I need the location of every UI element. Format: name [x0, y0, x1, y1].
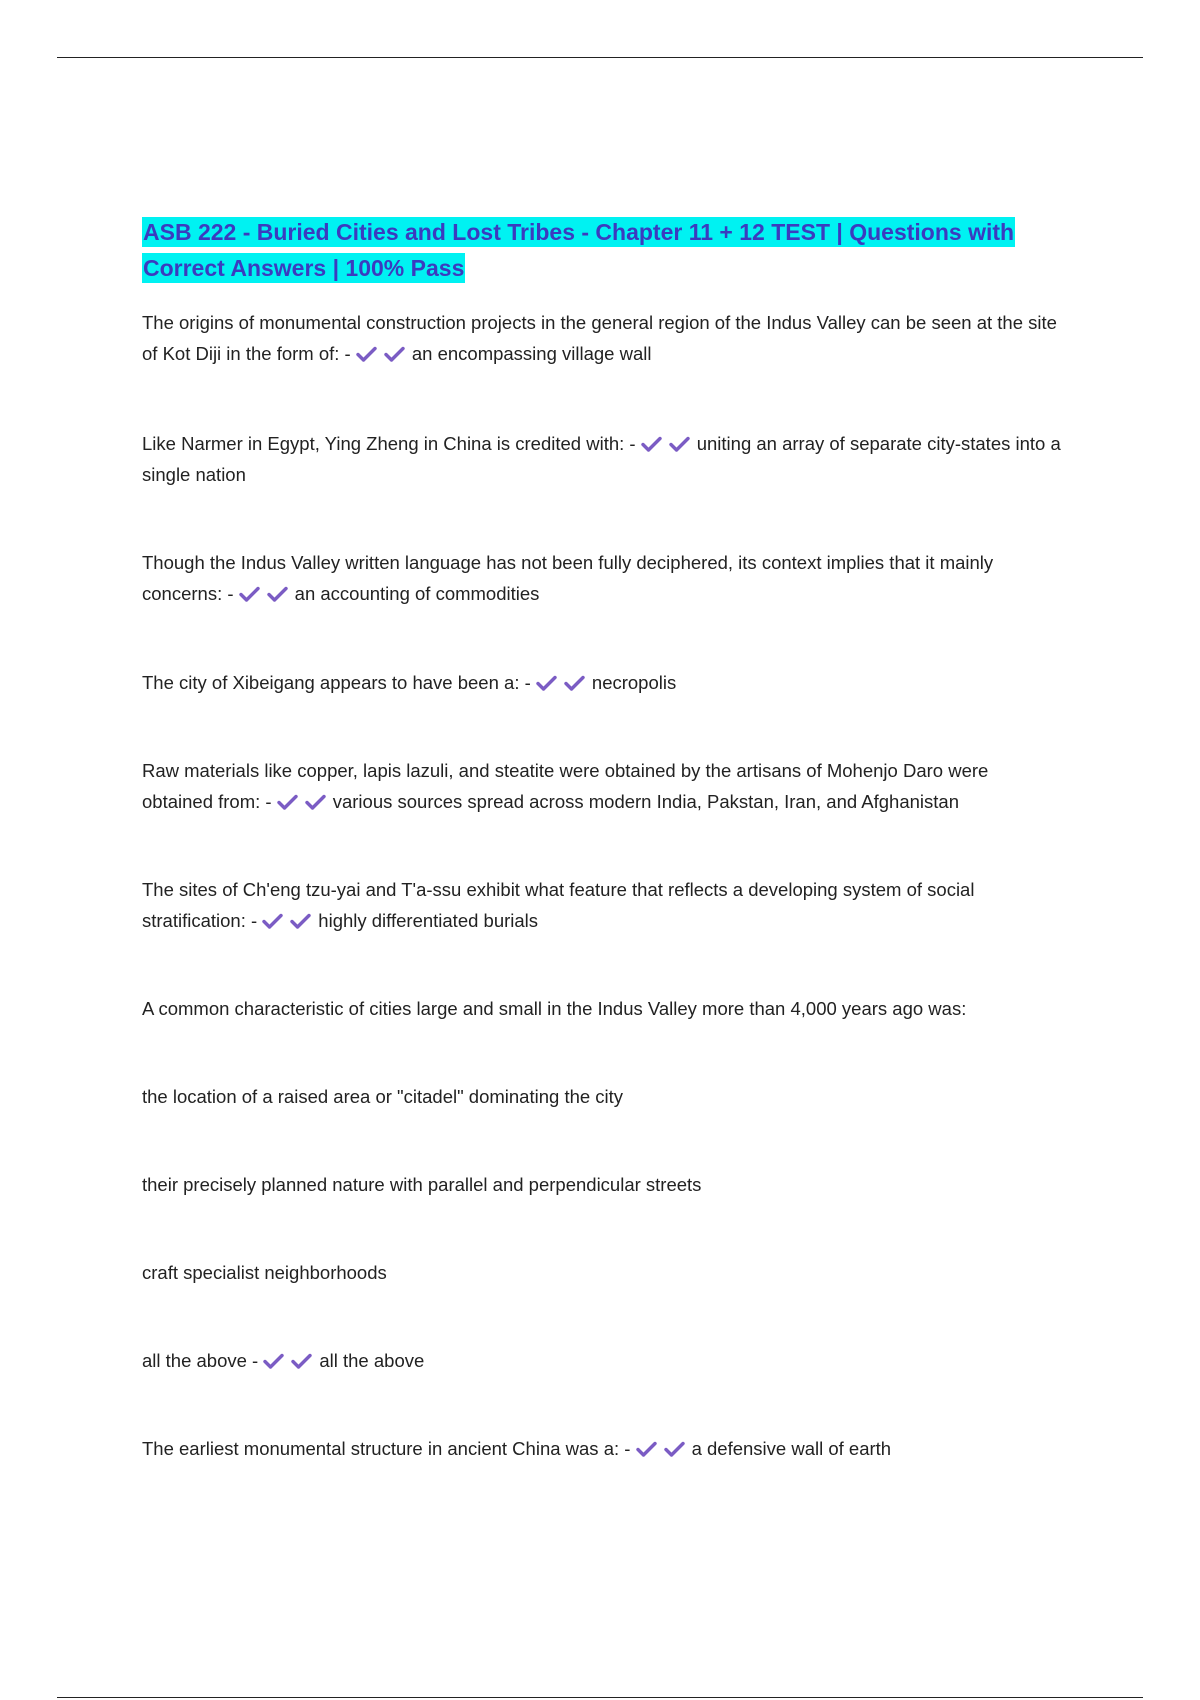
qa-item	[142, 307, 1062, 369]
check-marks	[636, 1438, 692, 1459]
question-text: The earliest monumental structure in ancient China was a: -	[142, 1438, 631, 1459]
paragraph-text: craft specialist neighborhoods	[142, 1262, 387, 1283]
question-text: Raw materials like copper, lapis lazuli, and steatite were obtained by the artisans of Mohenjo Daro were obtained from: -	[142, 760, 989, 812]
paragraph-text: A common characteristic of cities large and small in the Indus Valley more than 4,000 years ago was:	[142, 998, 967, 1019]
check-marks	[263, 1350, 319, 1371]
qa-item	[142, 874, 1062, 936]
check-icon	[536, 675, 557, 691]
check-marks	[277, 791, 333, 812]
question-text: The city of Xibeigang appears to have been a: -	[142, 672, 531, 693]
check-marks	[641, 433, 697, 454]
qa-item	[142, 428, 1062, 490]
check-icon	[641, 436, 662, 452]
answer-text: various sources spread across modern India, Pakstan, Iran, and Afghanistan	[332, 791, 959, 812]
check-marks	[262, 910, 318, 931]
check-icon	[305, 794, 326, 810]
answer-text: an encompassing village wall	[411, 343, 652, 364]
check-icon	[267, 586, 288, 602]
paragraph-text: their precisely planned nature with parallel and perpendicular streets	[142, 1174, 702, 1195]
check-icon	[636, 1441, 657, 1457]
check-icon	[356, 346, 377, 362]
answer-text: all the above	[319, 1350, 425, 1371]
title-highlight: ASB 222 - Buried Cities and Lost Tribes - Chapter 11 + 12 TEST | Questions with Correct Answers | 100% Pass	[143, 219, 1015, 281]
text-item	[142, 1257, 1062, 1288]
check-icon	[564, 675, 585, 691]
text-item	[142, 1081, 1062, 1112]
check-marks	[536, 672, 592, 693]
check-icon	[263, 1353, 284, 1369]
check-marks	[239, 583, 295, 604]
qa-item	[142, 755, 1062, 817]
qa-item	[142, 667, 1062, 698]
text-item	[142, 1169, 1062, 1200]
check-icon	[669, 436, 690, 452]
document-title	[142, 214, 1062, 286]
qa-item	[142, 1345, 1062, 1376]
document-body	[142, 214, 1062, 1464]
bottom-rule	[57, 1697, 1143, 1698]
qa-item	[142, 1433, 1062, 1464]
question-text: Like Narmer in Egypt, Ying Zheng in China is credited with: -	[142, 433, 636, 454]
question-text: all the above -	[142, 1350, 259, 1371]
answer-text: a defensive wall of earth	[691, 1438, 892, 1459]
check-icon	[291, 1353, 312, 1369]
question-text: The origins of monumental construction projects in the general region of the Indus Valley can be seen at the site of Kot Diji in the form of: -	[142, 312, 1057, 364]
answer-text: highly differentiated burials	[318, 910, 539, 931]
answer-text: necropolis	[591, 672, 677, 693]
check-icon	[277, 794, 298, 810]
check-icon	[664, 1441, 685, 1457]
question-text: Though the Indus Valley written language has not been fully deciphered, its context implies that it mainly concerns: -	[142, 552, 994, 604]
qa-item	[142, 547, 1062, 609]
check-icon	[239, 586, 260, 602]
check-icon	[384, 346, 405, 362]
question-text: The sites of Ch'eng tzu-yai and T'a-ssu exhibit what feature that reflects a developing system of social stratification: -	[142, 879, 975, 931]
answer-text: an accounting of commodities	[294, 583, 540, 604]
check-icon	[290, 913, 311, 929]
top-rule	[57, 57, 1143, 58]
answer-text: uniting an array of separate city-states into a single nation	[142, 433, 1061, 485]
text-item	[142, 993, 1062, 1024]
check-marks	[356, 343, 412, 364]
check-icon	[262, 913, 283, 929]
paragraph-text: the location of a raised area or "citadel" dominating the city	[142, 1086, 624, 1107]
